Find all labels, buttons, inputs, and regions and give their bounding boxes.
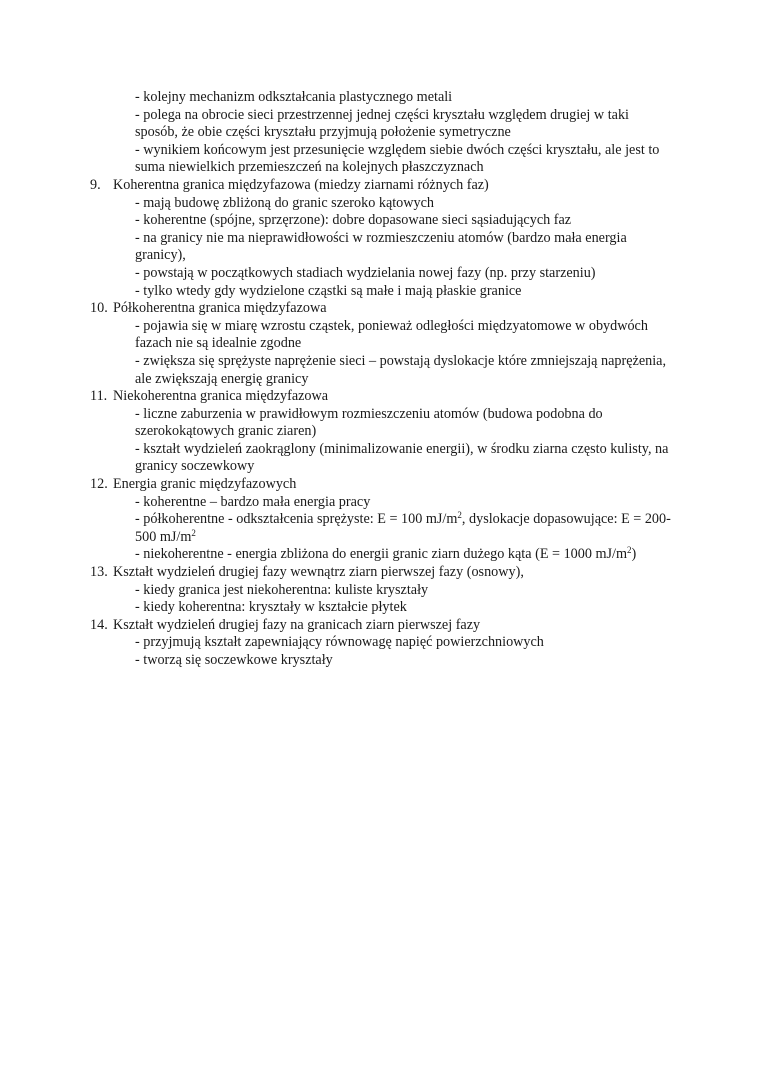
bullet-text: ) — [631, 546, 637, 563]
list-item-9 — [0, 177, 673, 195]
superscript: 2 — [627, 545, 632, 556]
item-10-bullet: - pojawia się w miarę wzrostu cząstek, ponieważ odległości międzyatomowe w obydwóch fazach nie są idealnie zgodne — [135, 317, 648, 352]
intro-bullet: - kolejny mechanizm odkształcania plastycznego metali — [135, 89, 453, 105]
list-item-10 — [0, 300, 673, 318]
item-title: Energia granic międzyfazowych — [113, 476, 297, 493]
item-title: Koherentna granica międzyfazowa (miedzy ziarnami różnych faz) — [113, 176, 489, 193]
item-9-bullet: - tylko wtedy gdy wydzielone cząstki są małe i mają płaskie granice — [135, 282, 522, 299]
item-9-bullet: - na granicy nie ma nieprawidłowości w rozmieszczeniu atomów (bardzo mała energia granicy), — [135, 229, 627, 264]
list-item-13 — [0, 564, 673, 582]
item-13-bullet: - kiedy granica jest niekoherentna: kuliste kryształy — [135, 581, 429, 598]
item-number: 12. — [90, 476, 108, 493]
item-9-bullet: - koherentne (spójne, sprzęrzone): dobre dopasowane sieci sąsiadujących faz — [135, 212, 572, 229]
superscript: 2 — [191, 527, 196, 538]
item-9-bullet: - mają budowę zbliżoną do granic szeroko kątowych — [135, 194, 435, 211]
item-number: 9. — [90, 176, 101, 193]
bullet-text: , dyslokacje dopasowujące: E = 200-500 mJ/m — [135, 511, 671, 545]
item-12-bullet — [0, 546, 672, 564]
list-item-11 — [0, 388, 673, 406]
item-12-bullet: - koherentne – bardzo mała energia pracy — [135, 493, 371, 510]
intro-bullet: - polega na obrocie sieci przestrzennej jednej części kryształu względem drugiej w taki sposób, że obie części kryształu przyjmują położenie symetryczne — [135, 106, 629, 141]
item-number: 11. — [90, 388, 108, 405]
item-title: Półkoherentna granica międzyfazowa — [113, 300, 327, 317]
bullet-text: - półkoherentne - odkształcenia sprężyste: E = 100 mJ/m — [135, 511, 458, 528]
list-item-14 — [0, 617, 673, 635]
item-12-bullet — [0, 511, 672, 546]
page-content — [0, 89, 760, 670]
item-number: 10. — [90, 300, 108, 317]
item-14-bullet: - tworzą się soczewkowe kryształy — [135, 652, 333, 668]
item-11-bullet: - kształt wydzieleń zaokrąglony (minimalizowanie energii), w środku ziarna często kulisty, na granicy soczewkowy — [135, 440, 669, 475]
item-number: 14. — [90, 616, 108, 633]
superscript: 2 — [457, 510, 462, 521]
list-item-12 — [0, 476, 673, 494]
item-14-bullet: - przyjmują kształt zapewniający równowagę napięć powierzchniowych — [135, 634, 544, 651]
intro-bullet: - wynikiem końcowym jest przesunięcie względem siebie dwóch części kryształu, ale jest to suma niewielkich przemieszczeń na kolejnych płaszczyznach — [135, 141, 660, 176]
item-title: Kształt wydzieleń drugiej fazy wewnątrz ziarn pierwszej fazy (osnowy), — [113, 564, 524, 581]
item-13-bullet: - kiedy koherentna: kryształy w kształcie płytek — [135, 599, 407, 616]
item-title: Niekoherentna granica międzyfazowa — [113, 388, 329, 405]
item-10-bullet: - zwiększa się sprężyste naprężenie sieci – powstają dyslokacje które zmniejszają naprężenia, ale zwiększają energię granicy — [135, 352, 666, 387]
item-number: 13. — [90, 564, 108, 581]
bullet-text: - niekoherentne - energia zbliżona do energii granic ziarn dużego kąta (E = 1000 mJ/m — [135, 546, 628, 563]
item-title: Kształt wydzieleń drugiej fazy na granicach ziarn pierwszej fazy — [113, 616, 481, 633]
item-9-bullet: - powstają w początkowych stadiach wydzielania nowej fazy (np. przy starzeniu) — [135, 264, 596, 281]
item-11-bullet: - liczne zaburzenia w prawidłowym rozmieszczeniu atomów (budowa podobna do szerokokątowych granic ziaren) — [135, 405, 603, 440]
